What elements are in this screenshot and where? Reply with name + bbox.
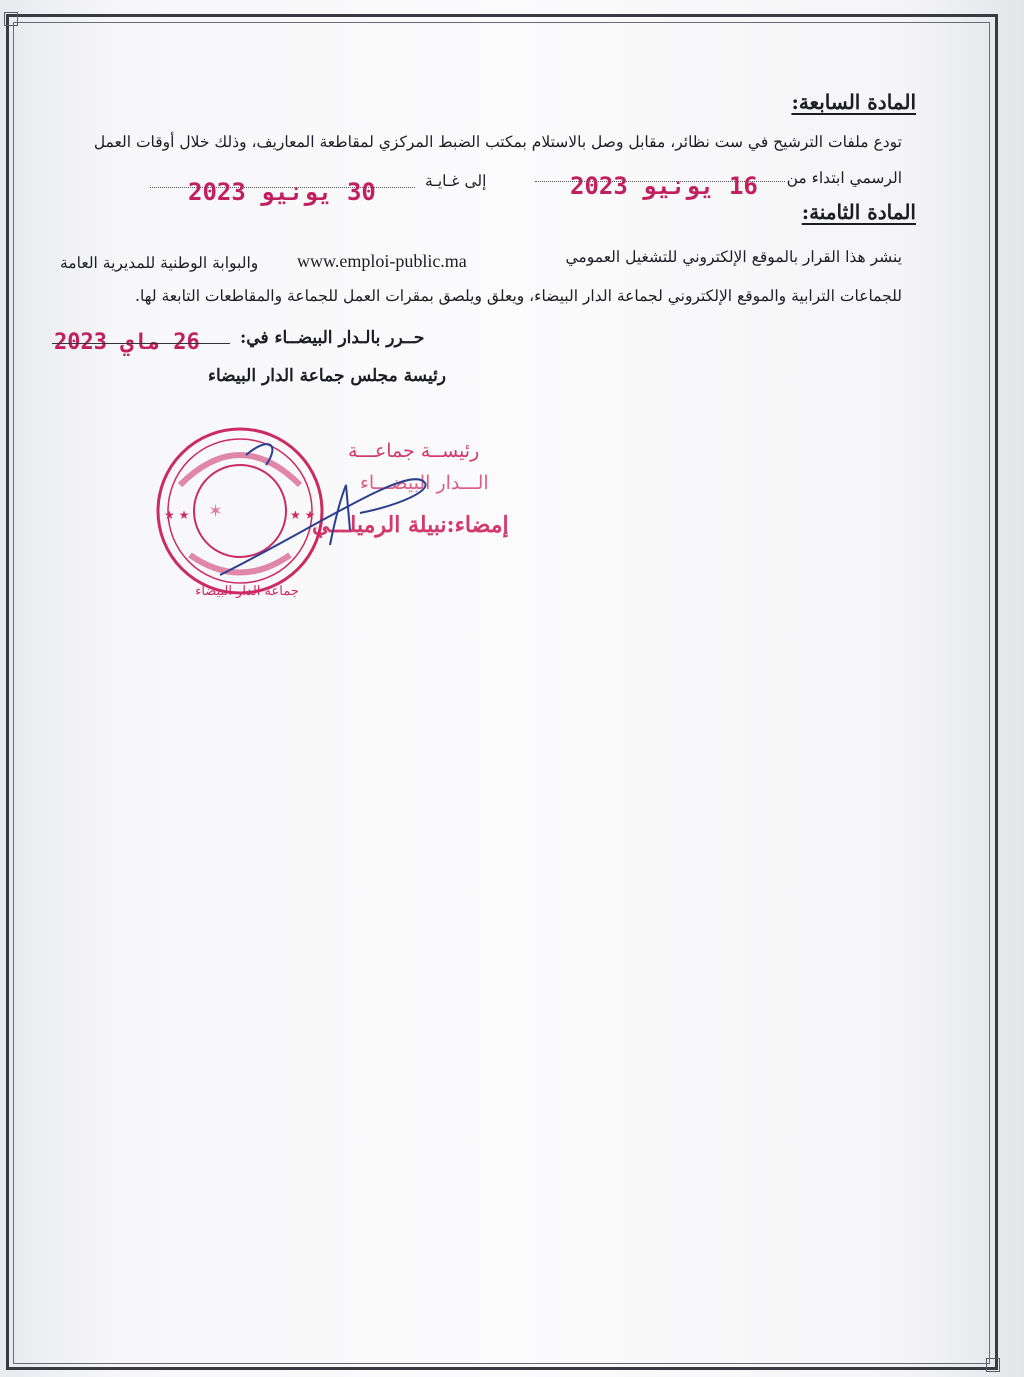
svg-text:★ ★: ★ ★ (164, 508, 190, 522)
until-label: إلى غـايـة (425, 172, 487, 190)
article-7-heading: المادة السابعة: (791, 90, 916, 114)
round-seal (158, 429, 322, 593)
signatory-name: إمضاء:نبيلة الرميلـــي (312, 512, 509, 538)
article-8-line-1-end: والبوابة الوطنية للمديرية العامة (60, 254, 259, 272)
article-8-line-1-start: ينشر هذا القرار بالموقع الإلكتروني للتشغيل العمومي (565, 248, 902, 266)
article-8-heading: المادة الثامنة: (801, 200, 916, 224)
dotted-fill (52, 343, 230, 344)
svg-text:★ ★: ★ ★ (290, 508, 316, 522)
stamp-title-line-1: رئيســة جماعـــة (348, 440, 480, 462)
article-8-line-2: للجماعات الترابية والموقع الإلكتروني لجماعة الدار البيضاء، ويعلق ويلصق بمقرات العمل للجماعة والمقاطعات التابعة لها. (135, 287, 902, 305)
stamp-title-line-2: الـــدار البيضـــاء (360, 472, 489, 494)
article-7-line-1: تودع ملفات الترشيح في ست نظائر، مقابل وصل بالاستلام بمكتب الضبط المركزي لمقاطعة المعاريف، وذلك خلال أوقات العمل (93, 133, 902, 151)
border-corner (986, 1358, 1000, 1372)
end-date-stamp: 30 يونيو 2023 (188, 178, 376, 206)
signatory-title: رئيسة مجلس جماعة الدار البيضاء (208, 366, 447, 386)
issued-at-label: حــرر بالـدار البيضــاء في: (240, 328, 425, 348)
svg-text:✶: ✶ (208, 501, 224, 522)
issue-date-stamp: 26 ماي 2023 (54, 330, 200, 355)
start-date-stamp: 16 يونيو 2023 (570, 172, 758, 200)
seal-text: جماعة الدار البيضاء (195, 584, 299, 599)
website-url: www.emploi-public.ma (297, 251, 467, 271)
article-7-line-2-start: الرسمي ابتداء من (786, 169, 902, 187)
official-seal-and-signature (150, 425, 480, 600)
border-corner (4, 12, 18, 26)
